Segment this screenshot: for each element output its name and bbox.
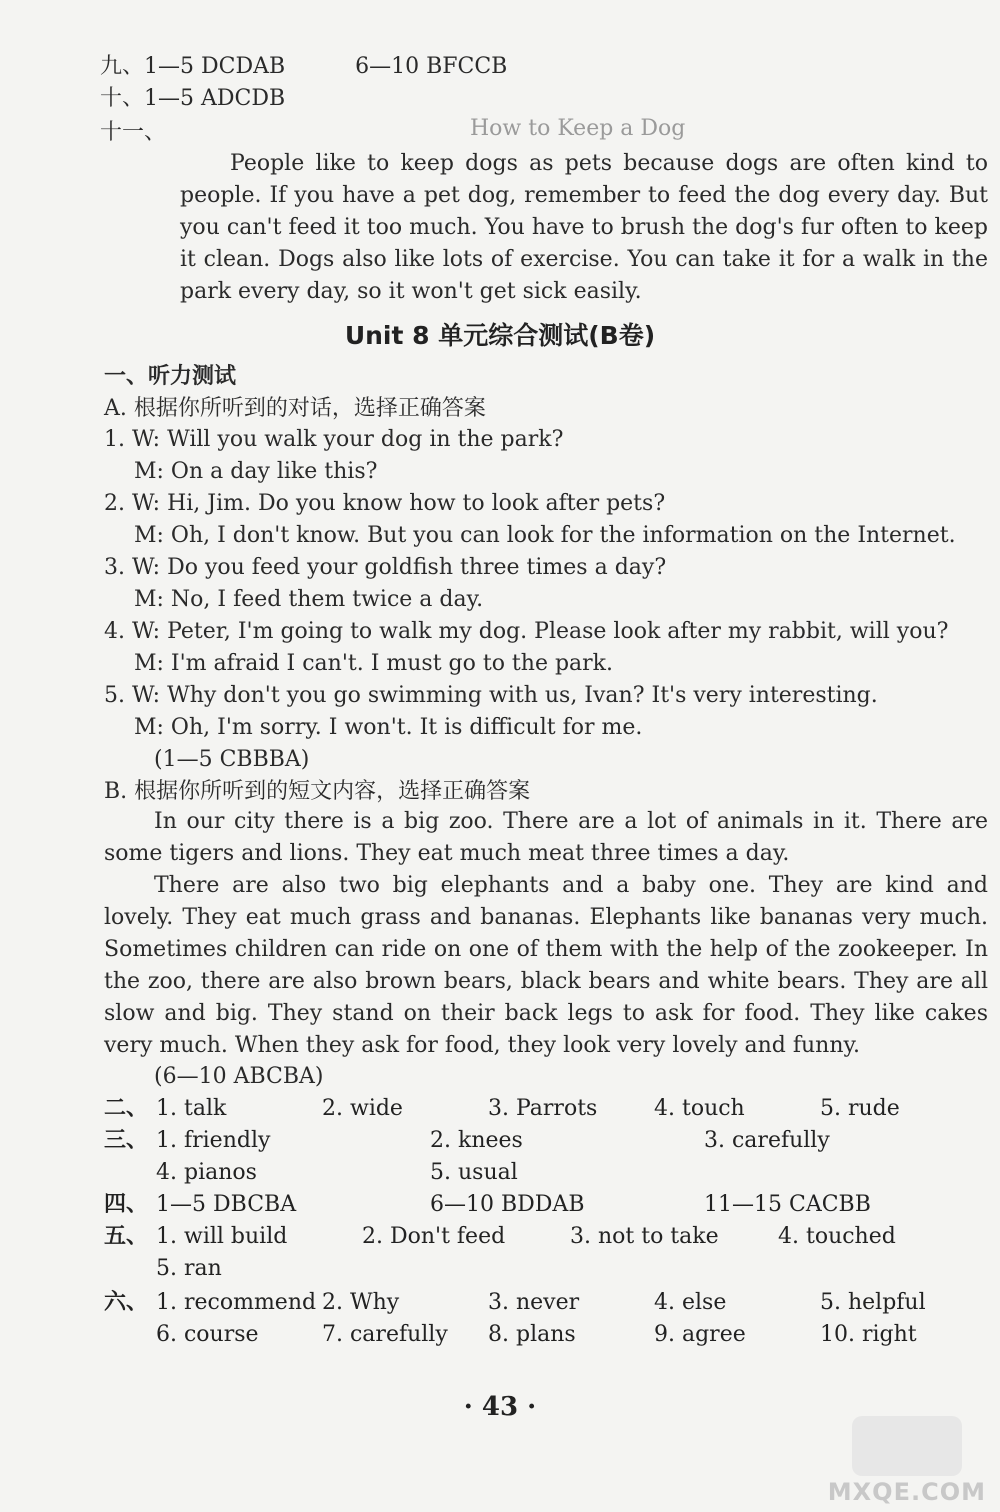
answer-line-9: 九、1—5 DCDAB 6—10 BFCCB [100, 54, 508, 79]
section4-item-3: 11—15 CACBB [704, 1192, 871, 1217]
section5-item-2: 2. Don't feed [362, 1224, 506, 1249]
passage-paragraph-2 [104, 870, 988, 1062]
section6-item-6: 6. course [156, 1322, 259, 1347]
section6-item-2: 2. Why [322, 1290, 400, 1315]
dialogue-5-m: M: Oh, I'm sorry. I won't. It is difficult for me. [134, 715, 643, 740]
section2-item-1: 1. talk [156, 1096, 227, 1121]
dialogue-2-w: 2. W: Hi, Jim. Do you know how to look after pets? [104, 491, 666, 516]
dialogue-2-m: M: Oh, I don't know. But you can look for the information on the Internet. [134, 523, 956, 548]
partB-heading: B. 根据你所听到的短文内容，选择正确答案 [104, 779, 531, 804]
section5-item-1: 1. will build [156, 1224, 288, 1249]
watermark-badge [852, 1416, 962, 1476]
section6-item-8: 8. plans [488, 1322, 576, 1347]
section6-item-7: 7. carefully [322, 1322, 448, 1347]
watermark-text: MXQE.COM [827, 1478, 986, 1506]
section2-item-4: 4. touch [654, 1096, 745, 1121]
passage-p1-text: In our city there is a big zoo. There are a lot of animals in it. There are some tigers and lions. They eat much meat three times a day. [104, 809, 988, 866]
dialogue-5-w: 5. W: Why don't you go swimming with us, Ivan? It's very interesting. [104, 683, 878, 708]
passage-p2-text: There are also two big elephants and a baby one. They are kind and lovely. They eat much grass and bananas. Elephants like bananas very much. Sometimes children can ride on one of them with the help of the zookeeper. In the zoo, there are also brown bears, black bears and white bears. They are all slow and big. They stand on their back legs to ask for food. They like cakes very much. When they ask for food, they look very lovely and funny. [104, 873, 988, 1058]
section6-item-10: 10. right [820, 1322, 917, 1347]
section5-item-4: 4. touched [778, 1224, 896, 1249]
answer-line-11-label: 十一、 [100, 120, 167, 145]
section4-item-2: 6—10 BDDAB [430, 1192, 585, 1217]
section6-item-5: 5. helpful [820, 1290, 926, 1315]
section2-item-3: 3. Parrots [488, 1096, 598, 1121]
section2-item-2: 2. wide [322, 1096, 403, 1121]
section2-item-5: 5. rude [820, 1096, 900, 1121]
dialogue-1-m: M: On a day like this? [134, 459, 378, 484]
dialogue-1-w: 1. W: Will you walk your dog in the park? [104, 427, 564, 452]
section3-label: 三、 [104, 1128, 149, 1153]
unit-title: Unit 8 单元综合测试(B卷) [344, 321, 656, 350]
dialogue-4-w: 4. W: Peter, I'm going to walk my dog. Please look after my rabbit, will you? [104, 619, 949, 644]
partA-heading: A. 根据你所听到的对话，选择正确答案 [104, 396, 486, 421]
section1-heading: 一、听力测试 [104, 364, 237, 389]
essay-paragraph [180, 148, 988, 308]
section3-item-1: 1. friendly [156, 1128, 271, 1153]
watermark-logo [827, 1416, 992, 1506]
section4-label: 四、 [104, 1192, 149, 1217]
section6-item-3: 3. never [488, 1290, 580, 1315]
section6-item-1: 1. recommend [156, 1290, 317, 1315]
section3-item-2: 2. knees [430, 1128, 523, 1153]
section5-item-3: 3. not to take [570, 1224, 719, 1249]
section5-label: 五、 [104, 1224, 149, 1249]
section6-item-9: 9. agree [654, 1322, 746, 1347]
page-number: · 43 · [463, 1392, 537, 1422]
dialogue-4-m: M: I'm afraid I can't. I must go to the park. [134, 651, 613, 676]
dialogue-3-w: 3. W: Do you feed your goldfish three times a day? [104, 555, 667, 580]
partB-answers: (6—10 ABCBA) [154, 1064, 324, 1089]
section3-item-5: 5. usual [430, 1160, 518, 1185]
answer-line-10: 十、1—5 ADCDB [100, 86, 286, 111]
section6-item-4: 4. else [654, 1290, 727, 1315]
section4-item-1: 1—5 DBCBA [156, 1192, 297, 1217]
section2-label: 二、 [104, 1096, 149, 1121]
section3-item-4: 4. pianos [156, 1160, 257, 1185]
essay-text: People like to keep dogs as pets because dogs are often kind to people. If you have a pet dog, remember to feed the dog every day. But you can't feed it too much. You have to brush the dog's fur often to keep it clean. Dogs also like lots of exercise. You can take it for a walk in the park every day, so it won't get sick easily. [180, 151, 988, 304]
passage-paragraph-1 [104, 806, 988, 870]
dialogue-3-m: M: No, I feed them twice a day. [134, 587, 484, 612]
partA-answers: (1—5 CBBBA) [154, 747, 310, 772]
section6-label: 六、 [104, 1290, 149, 1315]
essay-title: How to Keep a Dog [470, 116, 686, 141]
section5-item-5: 5. ran [156, 1256, 222, 1281]
section3-item-3: 3. carefully [704, 1128, 830, 1153]
